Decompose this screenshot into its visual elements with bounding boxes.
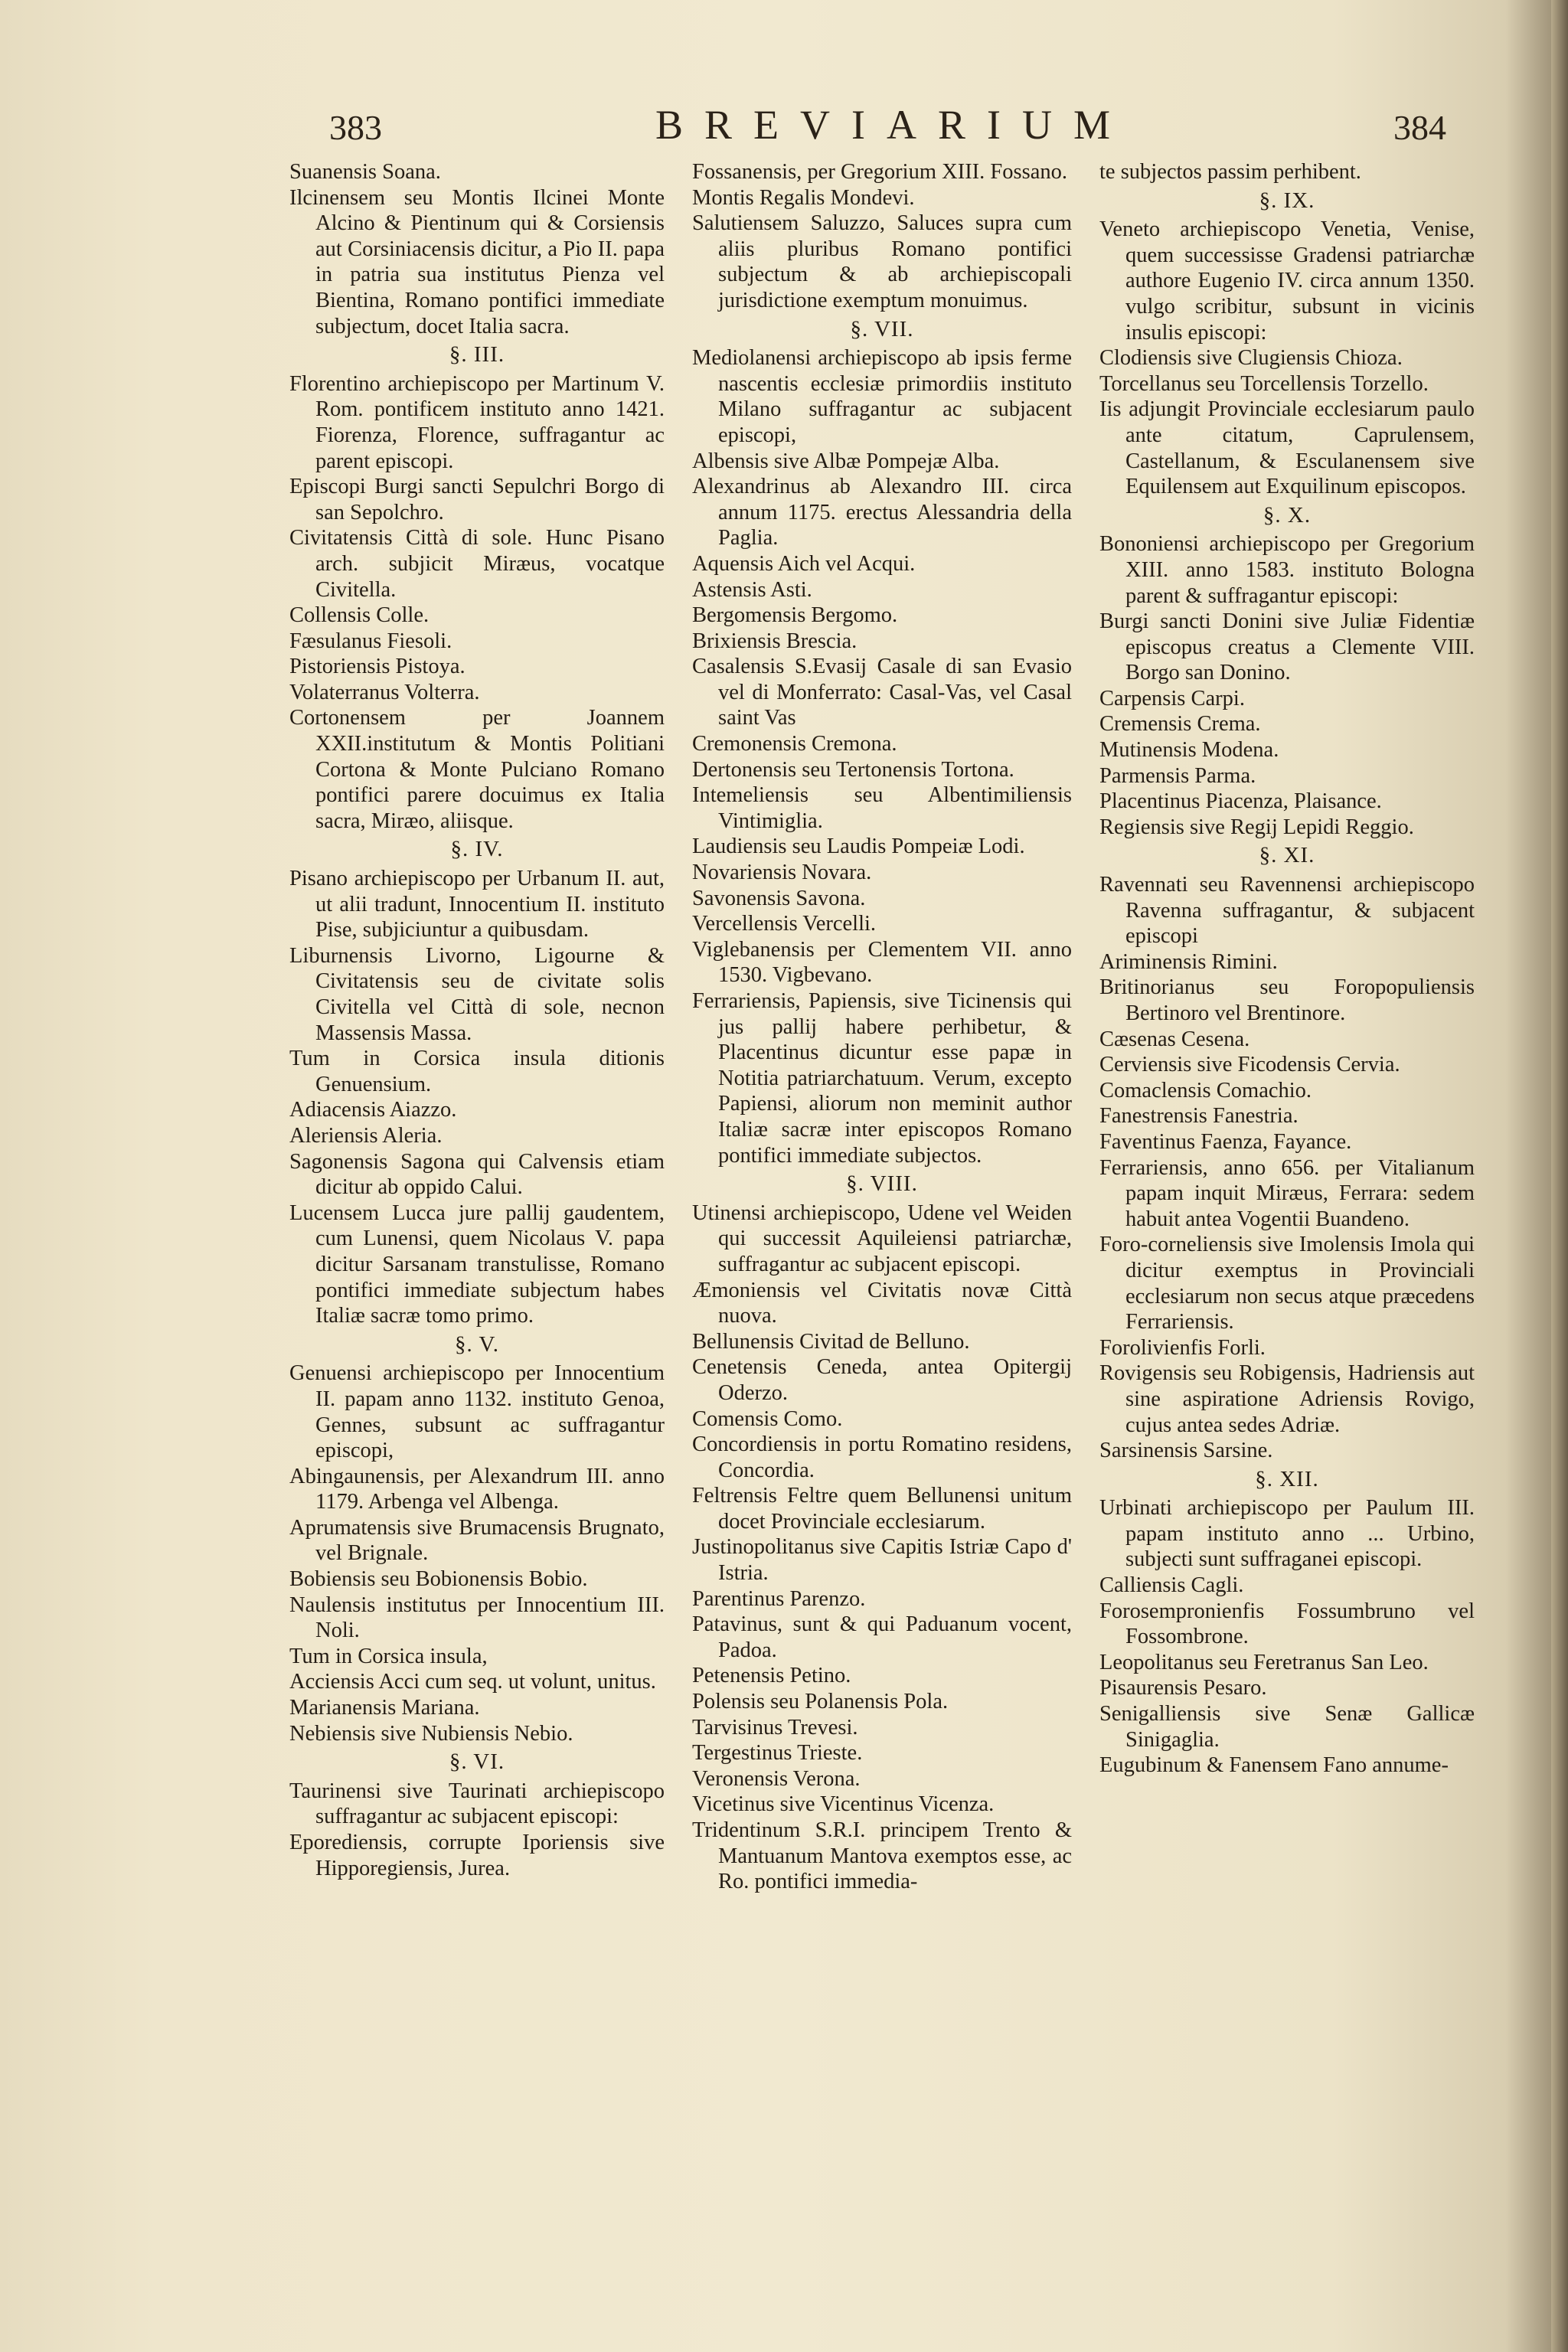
text-entry: Faventinus Faenza, Fayance. — [1099, 1129, 1352, 1154]
text-entry: Iis adjungit Provinciale ecclesiarum paulo ante citatum, Caprulensem, Castellanum, & Esculanensem sive Equilensem aut Exquilinum episcopos. — [1099, 397, 1475, 499]
text-entry: Cortonensem per Joannem XXII.institutum & Montis Politiani Cortona & Monte Pulciano Romano pontifici parere docuimus ex Italia sacra, Miræo, aliisque. — [289, 706, 665, 833]
text-entry: Feltrensis Feltre quem Bellunensi unitum docet Provinciale ecclesiarum. — [692, 1484, 1072, 1534]
text-entry: Liburnensis Livorno, Ligourne & Civitatensis seu de civitate solis Civitella vel Città di sole, necnon Massensis Massa. — [289, 943, 665, 1045]
text-entry: Adiacensis Aiazzo. — [289, 1098, 457, 1122]
text-entry: Ravennati seu Ravennensi archiepiscopo Ravenna suffragantur, & subjacent episcopi — [1099, 873, 1475, 949]
text-entry: Britinorianus seu Foropopuliensis Bertinoro vel Brentinore. — [1099, 975, 1475, 1025]
text-entry: Sarsinensis Sarsine. — [1099, 1439, 1273, 1463]
text-entry: te subjectos passim perhibent. — [1099, 160, 1361, 184]
text-entry: Tarvisinus Trevesi. — [692, 1715, 858, 1740]
text-entry: Urbinati archiepiscopo per Paulum III. papam instituto anno ... Urbino, subjecti sunt suffraganei episcopi. — [1099, 1496, 1475, 1572]
text-entry: Suanensis Soana. — [289, 160, 441, 184]
text-entry: Albensis sive Albæ Pompejæ Alba. — [692, 449, 1000, 473]
section-heading: §. IV. — [450, 837, 504, 862]
text-entry: Parmensis Parma. — [1099, 763, 1256, 788]
text-entry: Clodiensis sive Clugiensis Chioza. — [1099, 346, 1403, 371]
text-entry: Aleriensis Aleria. — [289, 1123, 443, 1148]
text-entry: Abingaunensis, per Alexandrum III. anno 1179. Arbenga vel Albenga. — [289, 1464, 665, 1514]
running-head-title: BREVIARIUM — [655, 102, 1132, 148]
text-entry: Foro-corneliensis sive Imolensis Imola qui dicitur exemptus in Provinciali ecclesiarum non secus atque præcedens Ferrariensis. — [1099, 1233, 1475, 1334]
text-entry: Tum in Corsica insula, — [289, 1644, 488, 1668]
text-entry: Patavinus, sunt & qui Paduanum vocent, Padoa. — [692, 1612, 1072, 1662]
text-entry: Nebiensis sive Nubiensis Nebio. — [289, 1721, 573, 1746]
text-entry: Placentinus Piacenza, Plaisance. — [1099, 789, 1382, 814]
book-fore-edge — [1551, 0, 1568, 2352]
text-entry: Ferrariensis, Papiensis, sive Ticinensis qui jus pallij habere perhibetur, & Placentinus dicuntur esse papæ in Notitia patriarchatuum. Verum, excepto Papiensi, aliorum non meminit author Italiæ sacræ inter episcopos Romano pontifici immediate subjectos. — [692, 989, 1072, 1168]
text-entry: Mediolanensi archiepiscopo ab ipsis ferme nascentis ecclesiæ primordiis instituto Milano suffragantur ac subjacent episcopi, — [692, 346, 1072, 447]
text-entry: Forosempronienfis Fossumbruno vel Fossombrone. — [1099, 1599, 1475, 1649]
text-entry: Laudiensis seu Laudis Pompeiæ Lodi. — [692, 835, 1025, 859]
text-entry: Sagonensis Sagona qui Calvensis etiam dicitur ab oppido Calui. — [289, 1149, 665, 1200]
section-heading: §. IX. — [1259, 188, 1315, 213]
section-heading: §. V. — [455, 1331, 499, 1357]
text-entry: Marianensis Mariana. — [289, 1696, 480, 1720]
text-entry: Bononiensi archiepiscopo per Gregorium XIII. anno 1583. instituto Bologna parent & suffragantur episcopi: — [1099, 532, 1475, 608]
text-entry: Ferrariensis, anno 656. per Vitalianum papam inquit Miræus, Ferrara: sedem habuit antea Vogentii Buandeno. — [1099, 1155, 1475, 1231]
text-entry: Volaterranus Volterra. — [289, 680, 480, 704]
text-entry: Brixiensis Brescia. — [692, 629, 858, 653]
text-entry: Cremensis Crema. — [1099, 712, 1261, 737]
text-column-left — [289, 159, 665, 1881]
text-entry: Intemeliensis seu Albentimiliensis Vintimiglia. — [692, 783, 1072, 833]
text-column-right — [1099, 159, 1475, 1779]
text-entry: Pisano archiepiscopo per Urbanum II. aut, ut alii tradunt, Innocentium II. instituto Pise, subjiciuntur a quibusdam. — [289, 867, 665, 942]
text-entry: Veneto archiepiscopo Venetia, Venise, quem successisse Gradensi patriarchæ authore Eugenio IV. circa annum 1350. vulgo scribitur, subsunt in vicinis insulis episcopi: — [1099, 217, 1475, 345]
section-heading: §. XI. — [1259, 843, 1315, 868]
text-entry: Acciensis Acci cum seq. ut volunt, unitus. — [289, 1670, 656, 1694]
text-entry: Episcopi Burgi sancti Sepulchri Borgo di san Sepolchro. — [289, 475, 665, 524]
page-number-left: 383 — [329, 108, 382, 147]
text-entry: Viglebanensis per Clementem VII. anno 1530. Vigbevano. — [692, 937, 1072, 988]
text-entry: Utinensi archiepiscopo, Udene vel Weiden qui successit Aquileiensi patriarchæ, suffragantur ac subjacent episcopi. — [692, 1200, 1072, 1276]
text-entry: Fanestrensis Fanestria. — [1099, 1104, 1298, 1129]
text-entry: Rovigensis seu Robigensis, Hadriensis aut sine aspiratione Adriensis Rovigo, cujus antea sedes Adriæ. — [1099, 1361, 1475, 1437]
text-entry: Tum in Corsica insula ditionis Genuensium. — [289, 1047, 665, 1096]
text-entry: Naulensis institutus per Innocentium III. Noli. — [289, 1592, 665, 1643]
text-entry: Bellunensis Civitad de Belluno. — [692, 1329, 970, 1354]
text-entry: Florentino archiepiscopo per Martinum V. Rom. pontificem instituto anno 1421. Fiorenza, Florence, suffragantur ac parent episcopi. — [289, 371, 665, 473]
text-entry: Regiensis sive Regij Lepidi Reggio. — [1099, 815, 1414, 839]
text-entry: Senigalliensis sive Senæ Gallicæ Sinigaglia. — [1099, 1702, 1475, 1752]
text-entry: Fossanensis, per Gregorium XIII. Fossano. — [692, 160, 1067, 184]
text-entry: Petenensis Petino. — [692, 1664, 851, 1688]
text-entry: Cenetensis Ceneda, antea Opitergij Oderzo. — [692, 1355, 1072, 1405]
text-column-middle — [692, 159, 1072, 1895]
page-number-right: 384 — [1393, 108, 1446, 147]
section-heading: §. XII. — [1255, 1466, 1319, 1491]
text-entry: Pistoriensis Pistoya. — [289, 655, 466, 679]
text-entry: Tridentinum S.R.I. principem Trento & Mantuanum Mantova exemptos esse, ac Ro. pontifici immedia- — [692, 1818, 1072, 1894]
text-entry: Cerviensis sive Ficodensis Cervia. — [1099, 1053, 1400, 1077]
text-entry: Vicetinus sive Vicentinus Vicenza. — [692, 1792, 995, 1817]
text-entry: Torcellanus seu Torcellensis Torzello. — [1099, 371, 1429, 396]
text-entry: Concordiensis in portu Romatino residens, Concordia. — [692, 1432, 1072, 1482]
text-entry: Novariensis Novara. — [692, 861, 872, 885]
text-entry: Aprumatensis sive Brumacensis Brugnato, vel Brignale. — [289, 1515, 665, 1566]
text-entry: Civitatensis Città di sole. Hunc Pisano arch. subjicit Miræus, vocatque Civitella. — [289, 526, 665, 602]
text-entry: Bobiensis seu Bobionensis Bobio. — [289, 1567, 588, 1592]
text-entry: Æmoniensis vel Civitatis novæ Città nuova. — [692, 1278, 1072, 1328]
text-entry: Lucensem Lucca jure pallij gaudentem, cum Lunensi, quem Nicolaus V. papa dicitur Sarsanam transtulisse, Romano pontifici immediate subjectum habes Italiæ sacræ tomo primo. — [289, 1200, 665, 1328]
text-entry: Calliensis Cagli. — [1099, 1573, 1244, 1598]
text-entry: Montis Regalis Mondevi. — [692, 185, 915, 210]
text-entry: Pisaurensis Pesaro. — [1099, 1676, 1267, 1700]
text-entry: Eporediensis, corrupte Iporiensis sive Hipporegiensis, Jurea. — [289, 1831, 665, 1880]
text-entry: Forolivienfis Forli. — [1099, 1335, 1266, 1360]
text-entry: Comaclensis Comachio. — [1099, 1078, 1312, 1102]
text-entry: Astensis Asti. — [692, 577, 812, 602]
text-entry: Parentinus Parenzo. — [692, 1586, 866, 1611]
text-entry: Fæsulanus Fiesoli. — [289, 629, 452, 653]
text-entry: Salutiensem Saluzzo, Saluces supra cum aliis pluribus Romano pontifici subjectum & ab archiepiscopali jurisdictione exemptum monuimus. — [692, 211, 1072, 312]
text-entry: Justinopolitanus sive Capitis Istriæ Capo d' Istria. — [692, 1535, 1072, 1586]
text-entry: Eugubinum & Fanensem Fano annume- — [1099, 1753, 1449, 1778]
text-entry: Bergomensis Bergomo. — [692, 603, 898, 628]
text-entry: Aquensis Aich vel Acqui. — [692, 551, 916, 576]
text-entry: Ilcinensem seu Montis Ilcinei Monte Alcino & Pientinum qui & Corsiensis aut Corsiniacensis dicitur, a Pio II. papa in patria sua institutus Pienza vel Bientina, Romano pontifici immediate subjectum, docet Italia sacra. — [289, 185, 665, 338]
text-entry: Mutinensis Modena. — [1099, 738, 1279, 763]
section-heading: §. VI. — [449, 1749, 505, 1775]
text-entry: Savonensis Savona. — [692, 886, 866, 910]
text-entry: Alexandrinus ab Alexandro III. circa annum 1175. erectus Alessandria della Paglia. — [692, 475, 1072, 550]
text-entry: Polensis seu Polanensis Pola. — [692, 1690, 949, 1714]
text-entry: Dertonensis seu Tertonensis Tortona. — [692, 757, 1014, 782]
text-entry: Vercellensis Vercelli. — [692, 912, 877, 936]
text-entry: Carpensis Carpi. — [1099, 686, 1245, 710]
text-entry: Genuensi archiepiscopo per Innocentium II. papam anno 1132. instituto Genoa, Gennes, subsunt ac suffragantur episcopi, — [289, 1361, 665, 1463]
text-entry: Cæsenas Cesena. — [1099, 1027, 1250, 1051]
text-entry: Burgi sancti Donini sive Juliæ Fidentiæ episcopus creatus a Clemente VIII. Borgo san Donino. — [1099, 609, 1475, 685]
text-entry: Taurinensi sive Taurinati archiepiscopo suffragantur ac subjacent episcopi: — [289, 1779, 665, 1829]
text-entry: Ariminensis Rimini. — [1099, 949, 1278, 974]
text-entry: Cremonensis Cremona. — [692, 732, 897, 756]
section-heading: §. III. — [449, 342, 505, 368]
section-heading: §. VII. — [850, 316, 914, 341]
text-entry: Tergestinus Trieste. — [692, 1741, 863, 1766]
text-entry: Veronensis Verona. — [692, 1766, 861, 1791]
section-heading: §. VIII. — [846, 1171, 918, 1197]
section-heading: §. X. — [1263, 502, 1312, 528]
text-entry: Comensis Como. — [692, 1406, 843, 1431]
text-entry: Collensis Colle. — [289, 603, 430, 628]
text-entry: Casalensis S.Evasij Casale di san Evasio vel di Monferrato: Casal-Vas, vel Casal saint Vas — [692, 655, 1072, 730]
text-entry: Leopolitanus seu Feretranus San Leo. — [1099, 1650, 1429, 1674]
